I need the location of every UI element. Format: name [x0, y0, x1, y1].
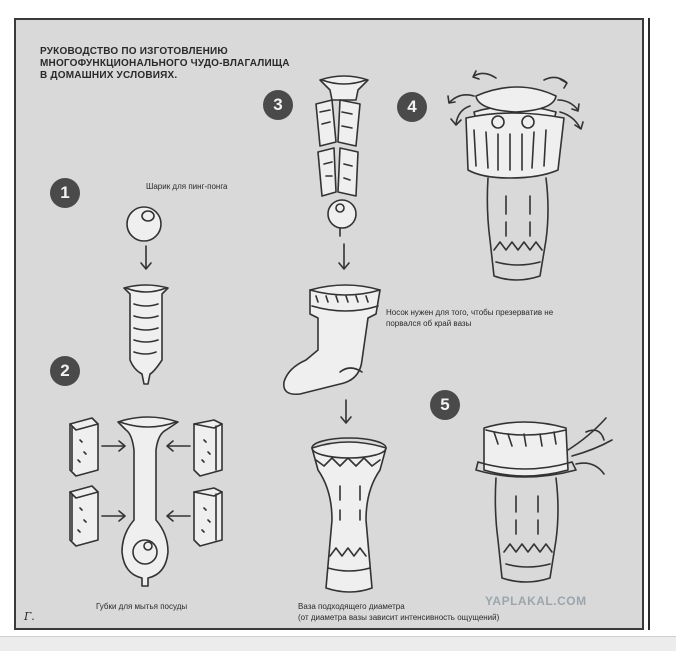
title-line-1: РУКОВОДСТВО ПО ИЗГОТОВЛЕНИЮ — [40, 46, 228, 57]
label-ping-pong-ball: Шарик для пинг-понга — [146, 182, 228, 191]
label-vase-line-2: (от диаметра вазы зависит интенсивность ощущений) — [298, 613, 500, 622]
label-sock — [386, 307, 606, 329]
sponge-top-right — [194, 420, 222, 476]
step-5-badge: 5 — [430, 390, 460, 420]
label-vase-line-1: Ваза подходящего диаметра — [298, 602, 405, 611]
vase-with-sock-drawing — [466, 87, 564, 280]
title-line-2: МНОГОФУНКЦИОНАЛЬНОГО ЧУДО-ВЛАГАЛИЩА — [40, 58, 290, 69]
condom-drawing — [124, 285, 168, 384]
label-sponges: Губки для мытья посуды — [96, 602, 188, 611]
page-title — [40, 46, 300, 82]
sponge-bottom-left — [70, 486, 98, 546]
step-1-badge: 1 — [50, 178, 80, 208]
arrow-down-1 — [141, 246, 151, 269]
sponge-top-left — [70, 418, 98, 476]
finished-vase-drawing — [476, 418, 612, 582]
stuffed-condom-drawing — [316, 76, 368, 236]
sock-drawing — [284, 285, 380, 394]
condom-with-ball-drawing — [118, 417, 178, 586]
arrow-down-sock — [341, 400, 351, 423]
arrow-down-3 — [339, 244, 349, 269]
step-4-badge: 4 — [397, 92, 427, 122]
label-sock-line-2: порвался об край вазы — [386, 319, 472, 328]
sponge-bottom-right — [194, 488, 222, 546]
author-signature: Г. — [24, 610, 35, 623]
step-2-badge: 2 — [50, 356, 80, 386]
ping-pong-ball-drawing — [127, 207, 161, 241]
watermark-logo: YAPLAKAL.COM — [485, 594, 587, 608]
label-sock-line-1: Носок нужен для того, чтобы презерватив не — [386, 308, 554, 317]
vase-drawing — [312, 438, 386, 592]
step-3-badge: 3 — [263, 90, 293, 120]
title-line-3: В ДОМАШНИХ УСЛОВИЯХ. — [40, 70, 178, 81]
